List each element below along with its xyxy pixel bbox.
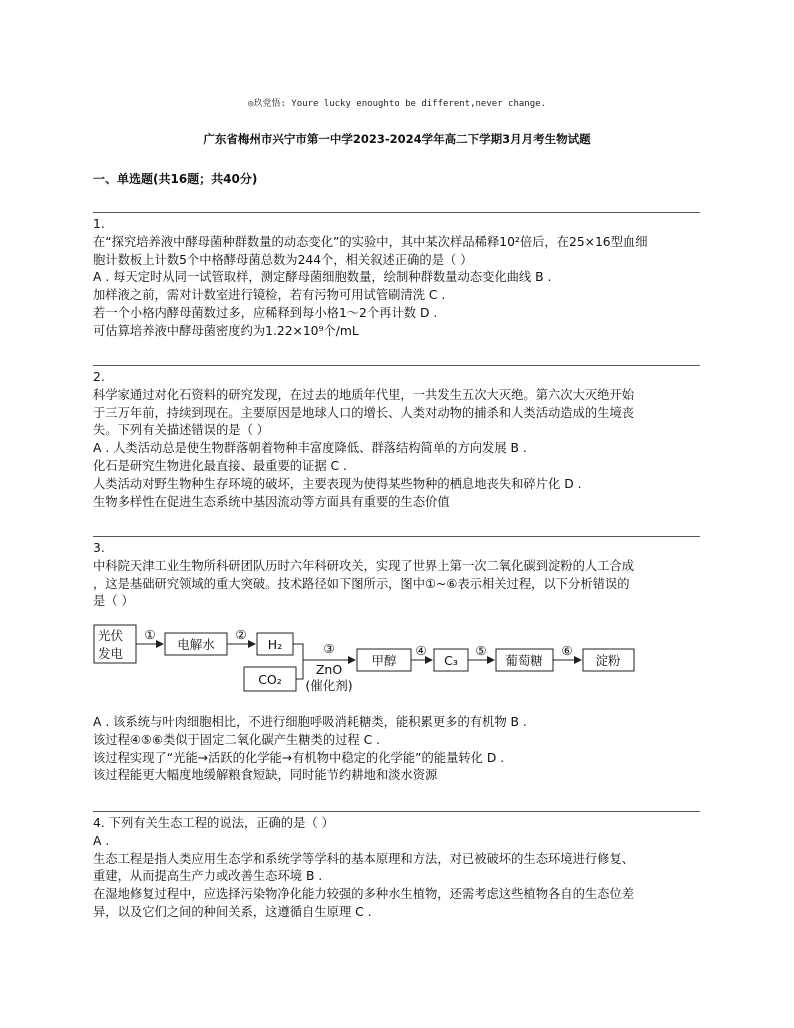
- question-2: [93, 369, 700, 511]
- option-line: 在湿地修复过程中，应选择污染物净化能力较强的多种水生植物，还需考虑这些植物各自的生态位差: [93, 887, 635, 902]
- option-line: A . 每天定时从同一试管取样，测定酵母菌细胞数量，绘制种群数量动态变化曲线 B .: [93, 270, 552, 285]
- step-2-label: ②: [235, 627, 247, 642]
- option-line: 加样液之前，需对计数室进行镜检，若有污物可用试管刷清洗 C .: [93, 288, 446, 303]
- option-line: 该过程能更大幅度地缓解粮食短缺，同时能节约耕地和淡水资源: [93, 768, 438, 783]
- question-number: 1.: [93, 217, 105, 231]
- catalyst-note: (催化剂): [305, 678, 353, 693]
- pv-label-2: 发电: [98, 646, 124, 661]
- question-4: [93, 815, 700, 922]
- step-1-label: ①: [144, 627, 156, 642]
- question-3: [93, 540, 700, 611]
- pv-label-1: 光伏: [98, 628, 124, 643]
- starch-label: 淀粉: [595, 653, 621, 668]
- step-3-label: ③: [323, 641, 335, 656]
- question-stem: 是（ ）: [93, 594, 134, 609]
- question-divider: [93, 811, 700, 812]
- option-line: 生物多样性在促进生态系统中基因流动等方面具有重要的生态价值: [93, 494, 450, 509]
- question-3-options: [93, 714, 700, 785]
- step-4-label: ④: [415, 643, 427, 658]
- question-divider: [93, 536, 700, 537]
- methanol-label: 甲醇: [371, 653, 397, 668]
- option-line: 若一个小格内酵母菌数过多，应稀释到每小格1～2个再计数 D .: [93, 305, 438, 320]
- question-stem: 科学家通过对化石资料的研究发现，在过去的地质年代里，一共发生五次大灭绝。第六次大灭绝开始: [93, 387, 635, 402]
- question-stem: 中科院天津工业生物所科研团队历时六年科研攻关，实现了世界上第一次二氧化碳到淀粉的人工合成: [93, 558, 635, 573]
- question-divider: [93, 212, 700, 213]
- exam-title: 广东省梅州市兴宁市第一中学2023-2024学年高二下学期3月月考生物试题: [203, 132, 591, 146]
- question-number: 3.: [93, 541, 105, 555]
- c3-label: C₃: [444, 653, 458, 668]
- question-stem: 在“探究培养液中酵母菌种群数量的动态变化”的实验中，其中某次样品稀释10²倍后，在25×16型血细: [93, 234, 648, 249]
- question-stem: 于三万年前，持续到现在。主要原因是地球人口的增长、人类对动物的捕杀和人类活动造成的生境丧: [93, 405, 635, 420]
- option-line: 人类活动对野生物种生存环境的破坏，主要表现为使得某些物种的栖息地丧失和碎片化 D .: [93, 476, 582, 491]
- option-line: A . 人类活动总是使生物群落朝着物种丰富度降低、群落结构简单的方向发展 B .: [93, 441, 527, 456]
- co2-label: CO₂: [258, 672, 282, 687]
- question-1: [93, 216, 700, 341]
- option-line: 生态工程是指人类应用生态学和系统学等学科的基本原理和方法，对已被破坏的生态环境进行修复、: [93, 851, 635, 866]
- question-number: 2.: [93, 370, 105, 384]
- synthesis-pathway-diagram: [93, 623, 653, 697]
- step-6-label: ⑥: [561, 643, 573, 658]
- option-line: 可估算培养液中酵母菌密度约为1.22×10⁹个/mL: [93, 323, 359, 338]
- section-heading: 一、单选题(共16题；共40分): [93, 172, 258, 186]
- question-stem: 胞计数板上计数5个中格酵母菌总数为244个，相关叙述正确的是（ ）: [93, 252, 473, 267]
- option-line: A . 该系统与叶肉细胞相比，不进行细胞呼吸消耗糖类，能积累更多的有机物 B .: [93, 715, 527, 729]
- option-line: 异，以及它们之间的种间关系，这遵循自生原理 C .: [93, 904, 372, 919]
- question-stem: 4. 下列有关生态工程的说法，正确的是（ ）: [93, 816, 334, 830]
- electrolysis-label: 电解水: [177, 637, 215, 652]
- option-line: 重建，从而提高生产力或改善生态环境 B .: [93, 869, 323, 884]
- glucose-label: 葡萄糖: [505, 653, 543, 668]
- option-line: 化石是研究生物进化最直接、最重要的证据 C .: [93, 458, 347, 473]
- option-line: 该过程④⑤⑥类似于固定二氧化碳产生糖类的过程 C .: [93, 732, 381, 747]
- option-line: 该过程实现了“光能→活跃的化学能→有机物中稳定的化学能”的能量转化 D .: [93, 750, 505, 765]
- catalyst-label: ZnO: [315, 662, 343, 677]
- step-5-label: ⑤: [475, 643, 487, 658]
- h2-label: H₂: [267, 637, 283, 652]
- option-line: A .: [93, 833, 110, 848]
- question-divider: [93, 365, 700, 366]
- page-motto: ◎玖党悟: Youre lucky enoughto be different,never change.: [248, 99, 546, 109]
- question-stem: 失。下列有关描述错误的是（ ）: [93, 423, 270, 438]
- question-stem: ，这是基础研究领域的重大突破。技术路径如下图所示，图中①~⑥表示相关过程，以下分析错误的: [93, 576, 630, 591]
